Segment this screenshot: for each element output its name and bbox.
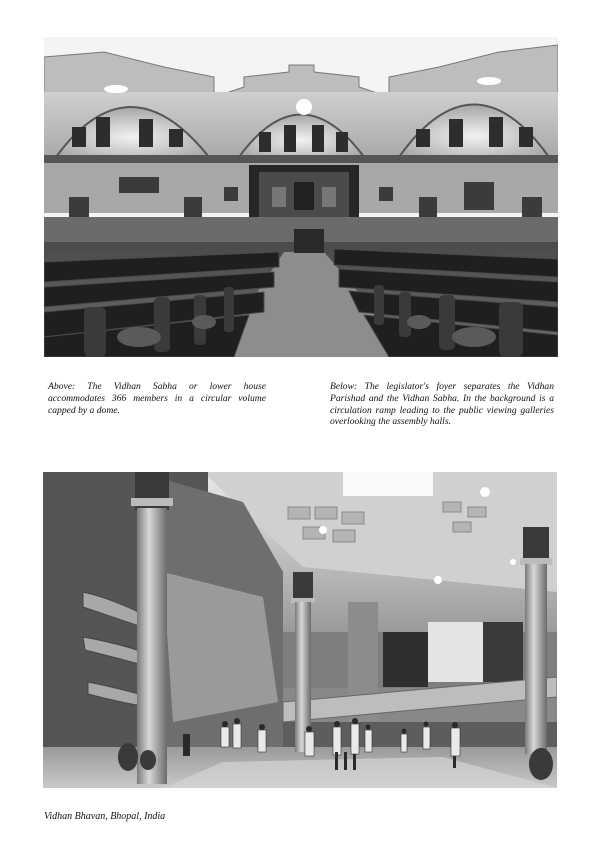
assembly-hall-photo: [44, 37, 558, 357]
page-footer: Vidhan Bhavan, Bhopal, India: [44, 811, 166, 822]
legislators-foyer-photo: [43, 472, 557, 788]
caption-below: Below: The legislator's foyer separates the Vidhan Parishad and the Vidhan Sabha. In the background is a circulation ramp leading to the public viewing galleries overlooking the assembly halls.: [330, 381, 554, 428]
caption-above: Above: The Vidhan Sabha or lower house accommodates 366 members in a circular volume capped by a dome.: [48, 381, 266, 416]
